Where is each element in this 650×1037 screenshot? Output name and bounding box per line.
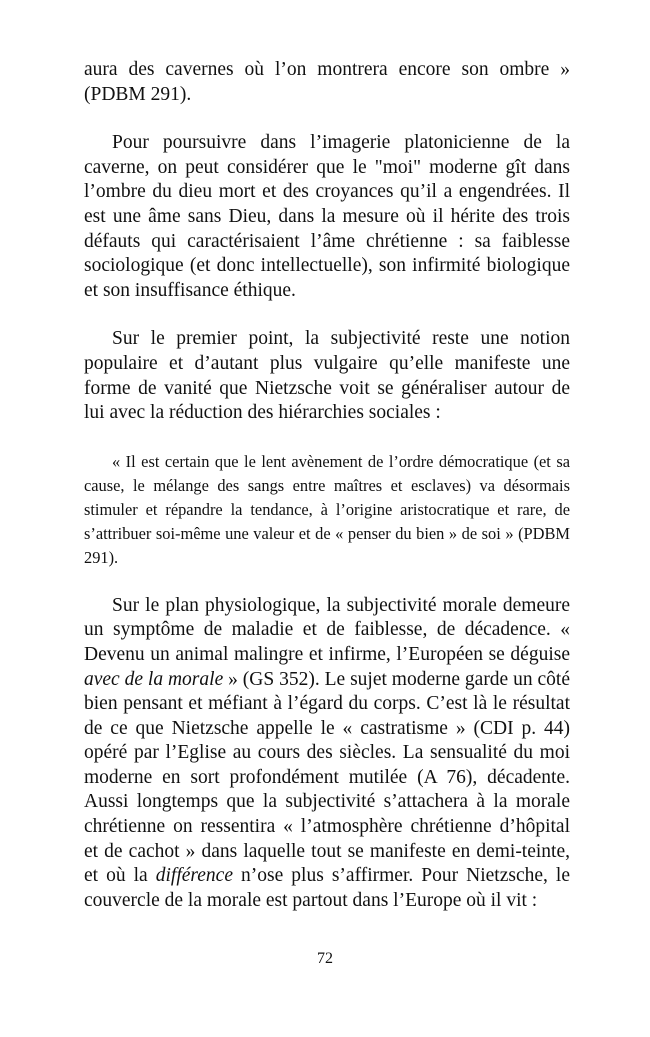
text-run: Sur le plan physiologique, la subjectivité morale demeure un symptôme de maladie et de faiblesse, de décadence. « Devenu un animal malingre et infirme, l’Européen se déguise — [84, 594, 570, 665]
italic-text: avec de la morale — [84, 668, 224, 690]
paragraph-gap — [84, 303, 570, 327]
paragraph-physiological — [84, 594, 570, 914]
paragraph-gap — [84, 570, 570, 594]
block-quote: « Il est certain que le lent avènement de l’ordre démocratique (et sa cause, le mélange des sangs entre maîtres et esclaves) va désormais stimuler et répandre la tendance, à l’origine aristocratique et rare, de s’attribuer soi-même une valeur et de « penser du bien » de soi » (PDBM 291). — [84, 451, 570, 567]
paragraph-gap — [84, 107, 570, 131]
text-run: n’ose plus s’affirmer. Pour Nietzsche, le couvercle de la morale est partout dans l’Europe où il vit : — [84, 865, 570, 911]
paragraph-first-point: Sur le premier point, la subjectivité reste une notion populaire et d’autant plus vulgaire qu’elle manifeste une forme de vanité que Nietzsche voit se généraliser autour de lui avec la réduction des hiérarchies sociales : — [84, 328, 570, 424]
page-body — [84, 58, 570, 913]
page-number: 72 — [317, 950, 333, 967]
paragraph-gap — [84, 426, 570, 450]
paragraph-continuation: aura des cavernes où l’on montrera encore son ombre » (PDBM 291). — [84, 59, 570, 105]
text-run: » (GS 352). Le sujet moderne garde un côté bien pensant et méfiant à l’égard du corps. C’est là le résultat de ce que Nietzsche appelle le « castratisme » (CDI p. 44) opéré par l’Eglise au cours des siècles. La sensualité du moi moderne en sort profondément mutilée (A 76), décadente. Aussi longtemps que la subjectivité s’attachera à la morale chrétienne on ressentira « l’atmosphère chrétienne d’hôpital et de cachot » dans laquelle tout se manifeste en demi-teinte, et où la — [84, 668, 570, 887]
italic-text: différence — [155, 865, 233, 887]
paragraph-platonic-cave: Pour poursuivre dans l’imagerie platonicienne de la caverne, on peut considérer que le "moi" moderne gît dans l’ombre du dieu mort et des croyances qu’il a engendrées. Il est une âme sans Dieu, dans la mesure où il hérite des trois défauts qui caractérisaient l’âme chrétienne : sa faiblesse sociologique (et donc intellectuelle), son infirmité biologique et son insuffisance éthique. — [84, 132, 570, 301]
